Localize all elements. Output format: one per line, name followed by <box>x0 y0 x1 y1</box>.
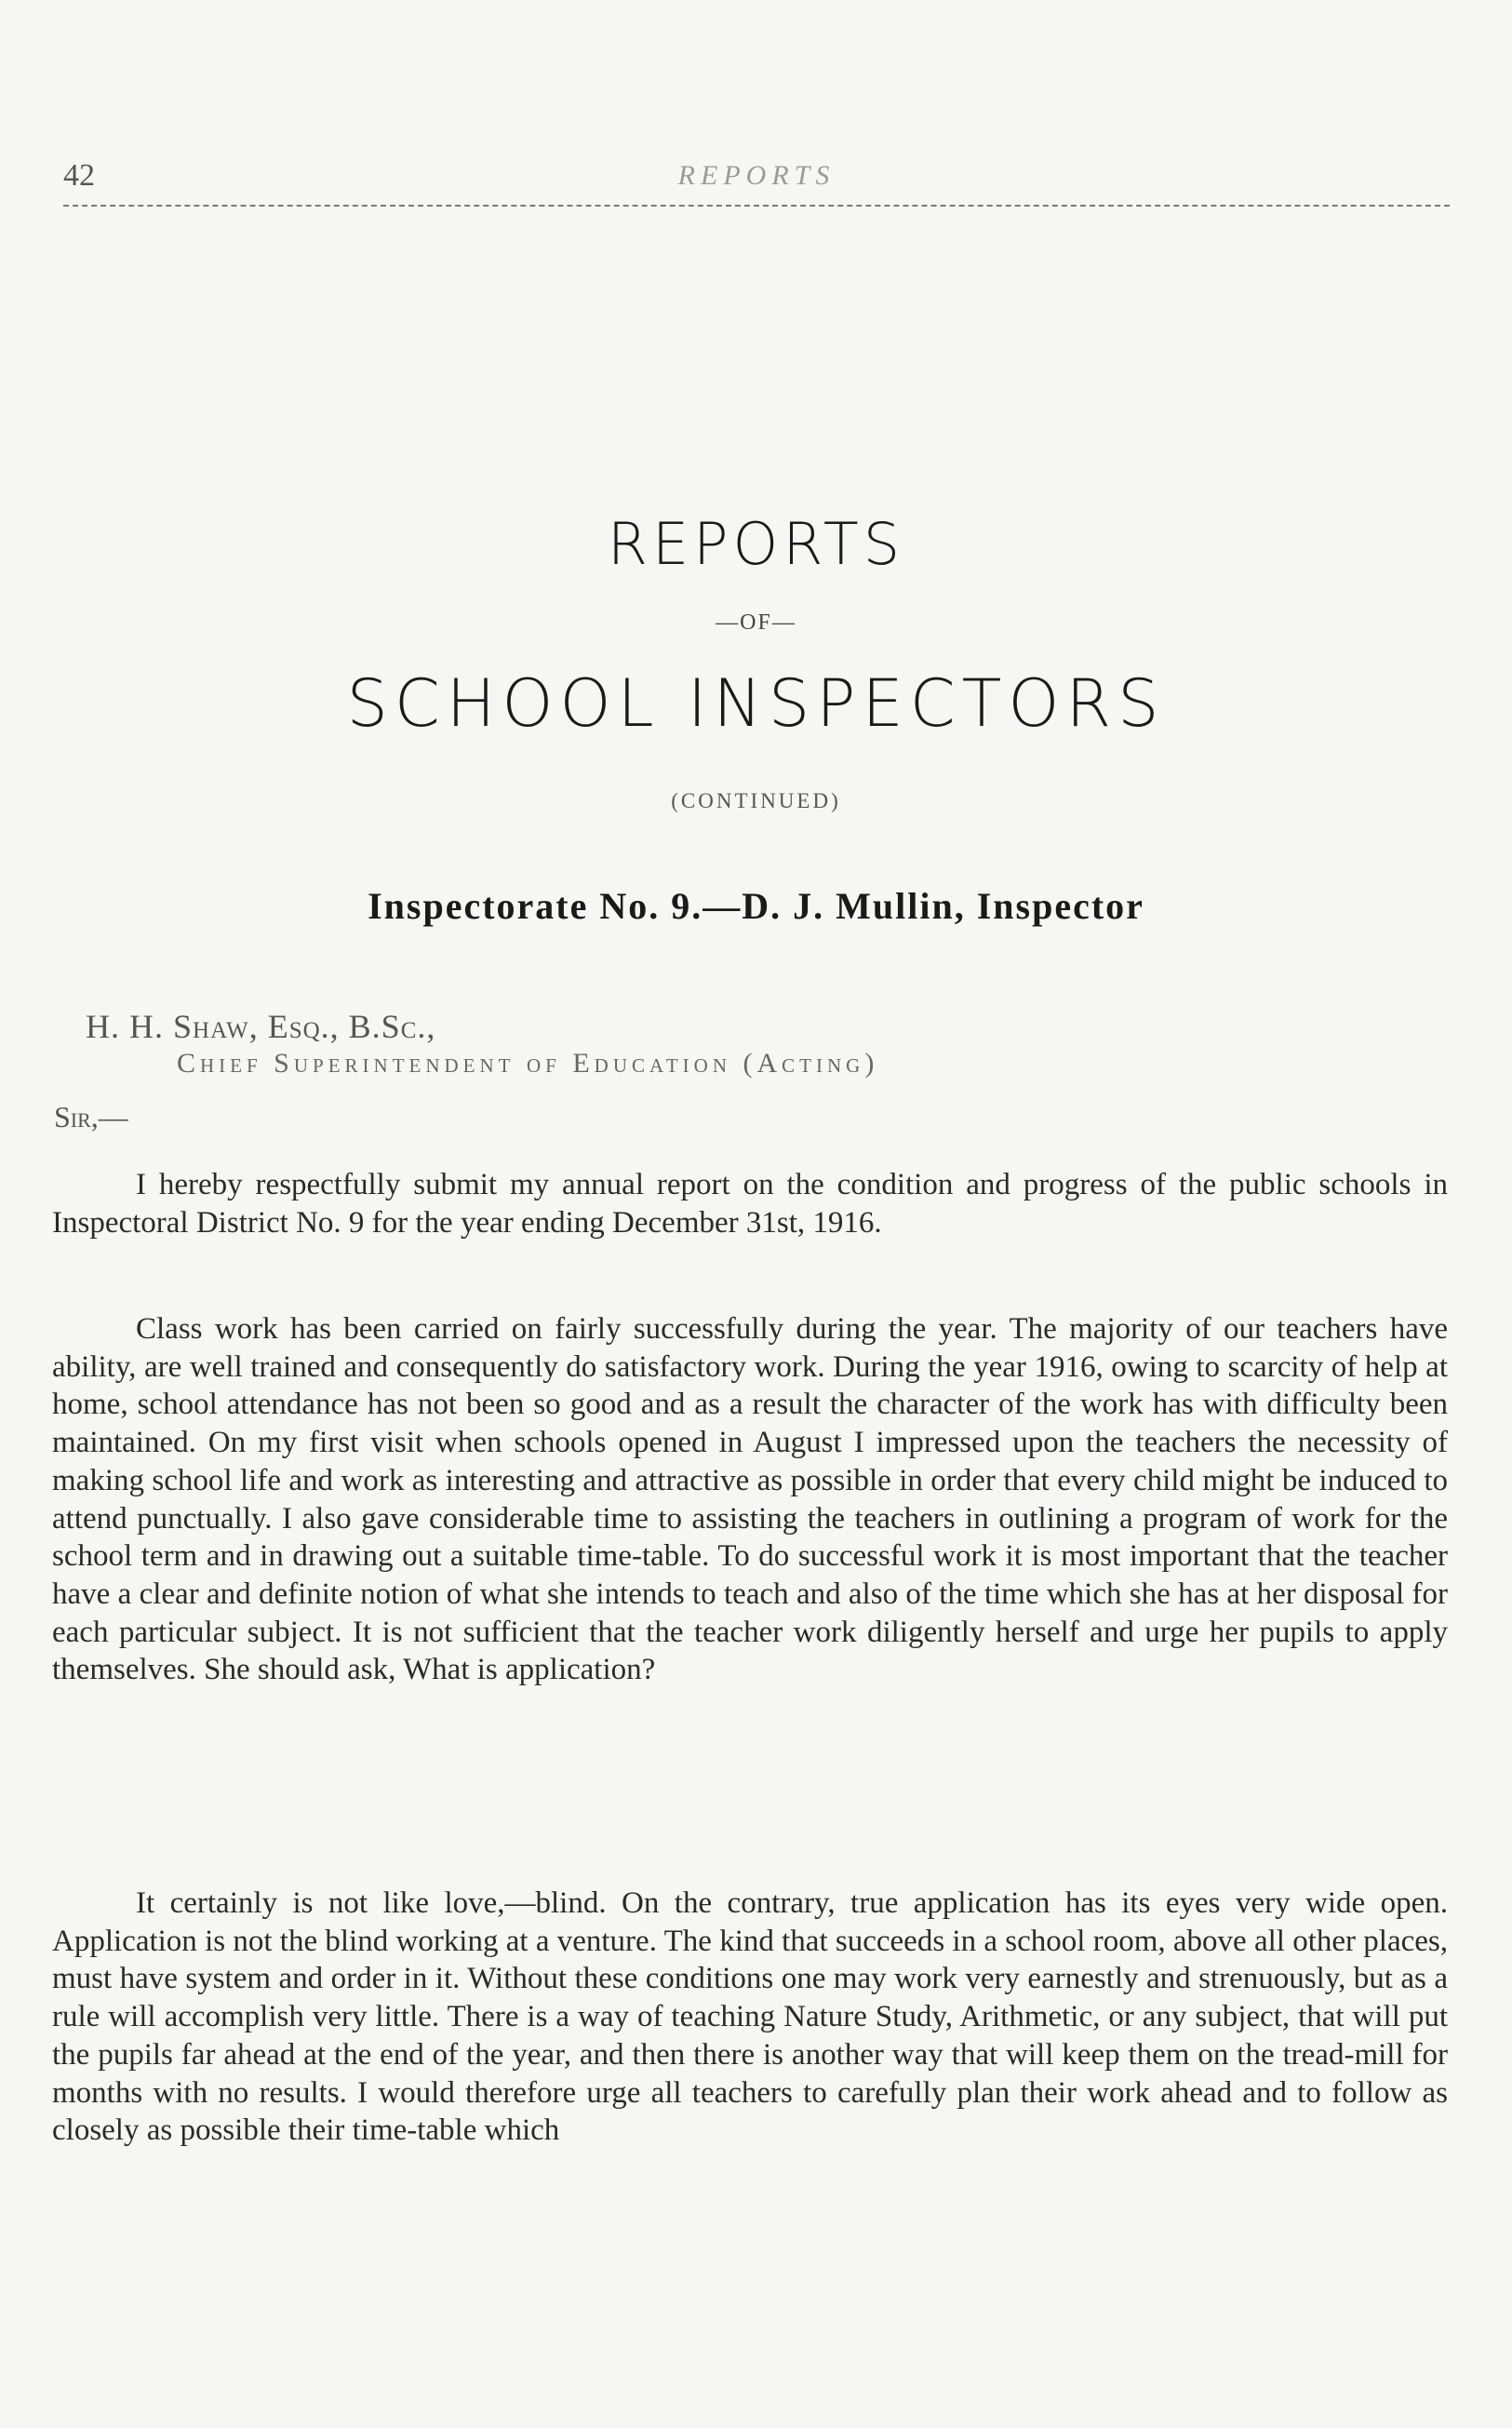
salutation: Sir,— <box>54 1100 128 1134</box>
body-paragraph-3 <box>52 1885 1448 2150</box>
title-continued: (CONTINUED) <box>671 789 841 812</box>
title-sub: SCHOOL INSPECTORS <box>346 665 1166 742</box>
running-title: REPORTS <box>677 160 836 191</box>
paragraph-text: It certainly is not like love,—blind. On the contrary, true application has its eyes very wide open. Application is not the blind working at a venture. The kind that succeeds in a school room, above all other places, must have system and order in it. Without these conditions one may work very earnestly and strenuously, but as a rule will accomplish very little. There is a way of teaching Nature Study, Arithmetic, or any subject, that will put the pupils far ahead at the end of the year, and then there is another way that will keep them on the tread-mill for months with no results. I would therefore urge all teachers to carefully plan their work ahead and to follow as closely as possible their time-table which <box>52 1886 1448 2148</box>
body-paragraph-2 <box>52 1310 1448 1689</box>
page-number: 42 <box>63 158 95 193</box>
section-heading: Inspectorate No. 9.—D. J. Mullin, Inspector <box>368 885 1144 927</box>
title-main: REPORTS <box>607 510 905 578</box>
running-header <box>63 158 1450 214</box>
address-recipient: H. H. Shaw, Esq., B.Sc., <box>86 1008 436 1045</box>
header-rule <box>63 205 1450 207</box>
body-paragraph-1 <box>52 1166 1448 1241</box>
title-of: —OF— <box>716 610 796 635</box>
address-title: Chief Superintendent of Education (Acting) <box>177 1048 879 1079</box>
paragraph-text: I hereby respectfully submit my annual report on the condition and progress of the public schools in Inspectoral District No. 9 for the year ending December 31st, 1916. <box>52 1168 1448 1240</box>
paragraph-text: Class work has been carried on fairly successfully during the year. The majority of our teachers have ability, are well trained and consequently do satisfactory work. During the year 1916, owing to scarcity of help at home, school attendance has not been so good and as a result the character of the work has with difficulty been maintained. On my first visit when schools opened in August I impressed upon the teachers the necessity of making school life and work as interesting and attractive as possible in order that every child might be induced to attend punctually. I also gave considerable time to assisting the teachers in outlining a program of work for the school term and in drawing out a suitable time-table. To do successful work it is most important that the teacher have a clear and definite notion of what she intends to teach and also of the time which she has at her disposal for each particular subject. It is not sufficient that the teacher work diligently herself and urge her pupils to apply themselves. She should ask, What is application? <box>52 1312 1448 1687</box>
